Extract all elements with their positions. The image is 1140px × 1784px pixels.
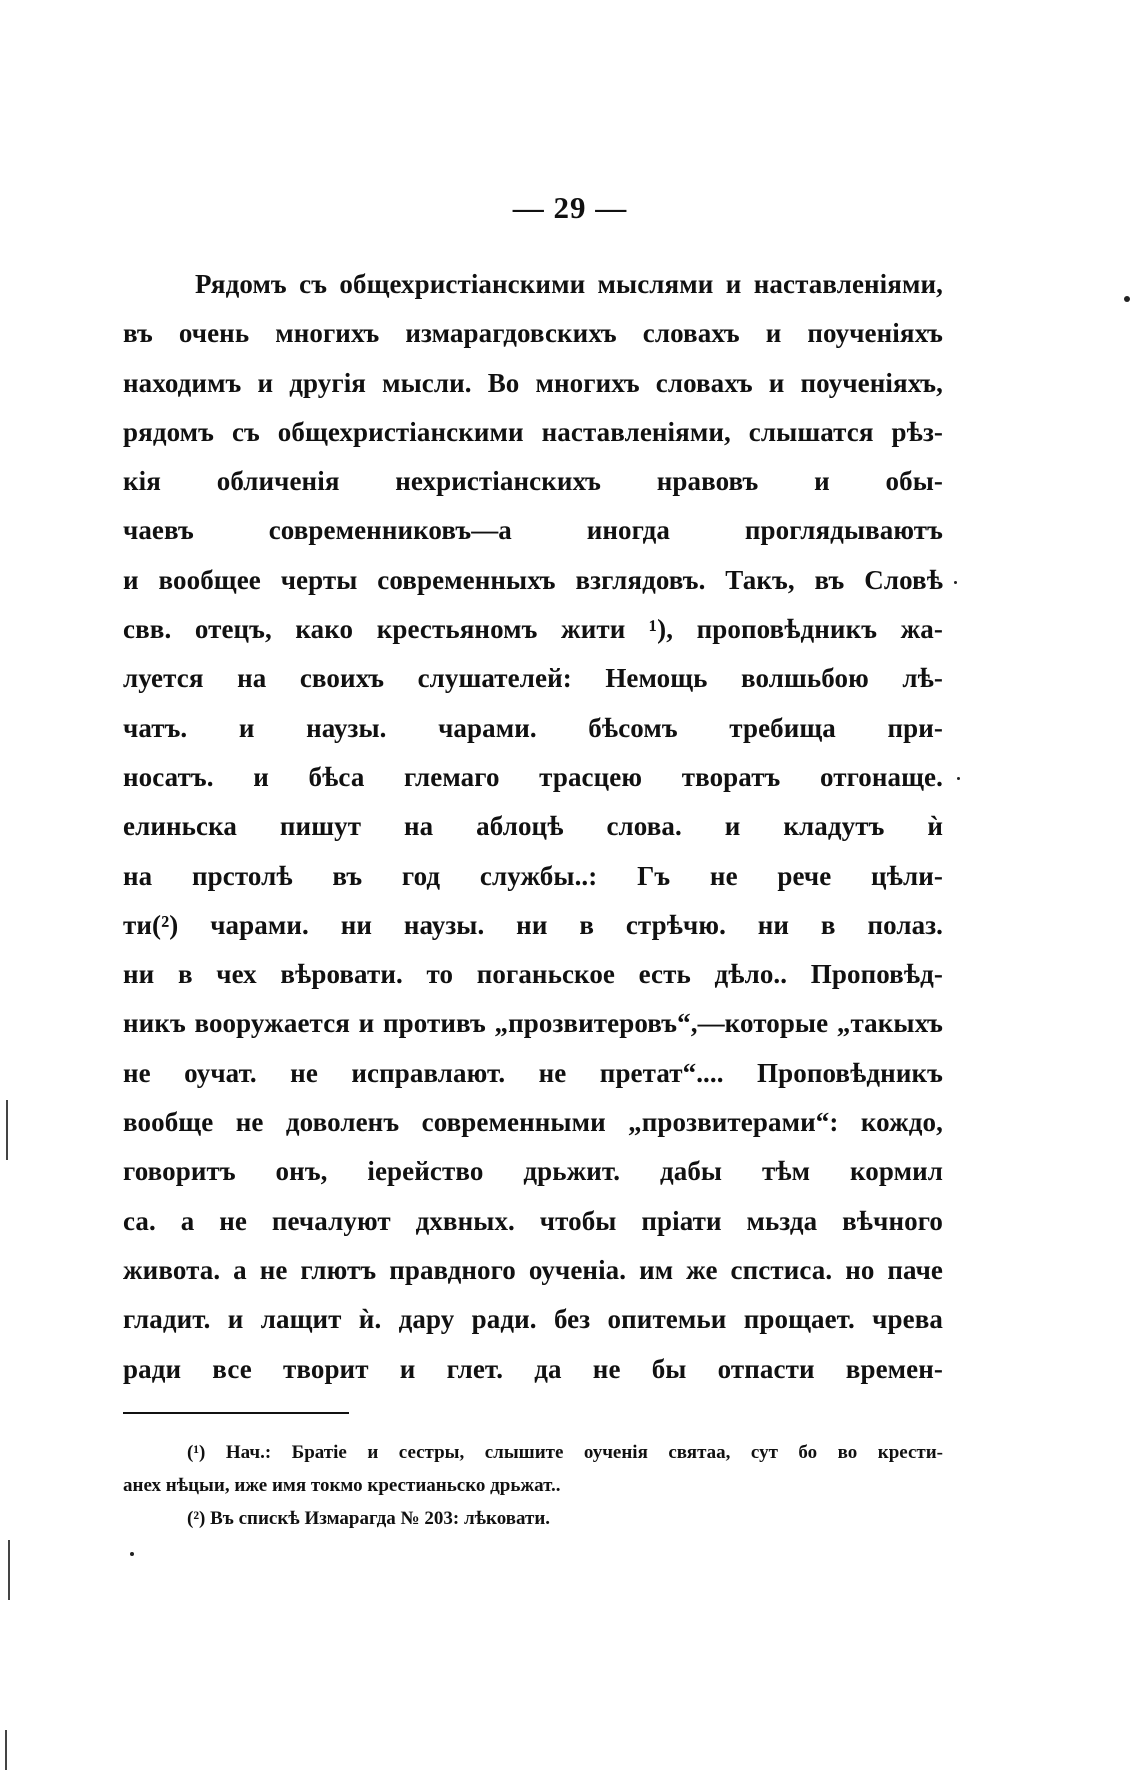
text-line: елиньска пишут на аблоцѣ слова. и кладутъ ѝ xyxy=(123,811,943,842)
scan-edge-mark xyxy=(5,1730,7,1770)
text-line: са. а не печалуют дхвных. чтобы пріати мьзда вѣчного xyxy=(123,1205,943,1236)
text-line: носатъ. и бѣса глемаго трасцею творатъ отгонаще. xyxy=(123,761,943,792)
text-line: на прстолѣ въ год службы..: Гъ не рече цѣли- xyxy=(123,860,943,891)
text-line: и вообщее черты современныхъ взглядовъ. Такъ, въ Словѣ xyxy=(123,564,943,595)
text-line: чатъ. и наузы. чарами. бѣсомъ требища при- xyxy=(123,712,943,743)
footnote-2: (²) Въ спискѣ Измарагда № 203: лѣковати. xyxy=(187,1508,551,1529)
body-text xyxy=(123,260,943,1394)
text-line: луется на своихъ слушателей: Немощь волшьбою лѣ- xyxy=(123,663,943,694)
footnote-1-line-2: анех нѣцыи, иже имя токмо крестианьско дрьжат.. xyxy=(123,1475,561,1496)
scan-edge-mark xyxy=(8,1540,10,1600)
scan-speck xyxy=(957,777,960,780)
text-line: не оучат. не исправлают. не претат“.... Проповѣдникъ xyxy=(123,1057,943,1088)
text-line: ради все творит и глет. да не бы отпасти времен- xyxy=(123,1353,943,1384)
text-line: никъ вооружается и противъ „прозвитеровъ“,—которые „такыхъ xyxy=(123,1008,943,1039)
text-line: ти(²) чарами. ни наузы. ни в стрѣчю. ни в полаз. xyxy=(123,909,943,940)
text-line: свв. отецъ, како крестьяномъ жити ¹), проповѣдникъ жа- xyxy=(123,614,943,645)
text-line: ни в чех вѣровати. то поганьское есть дѣло.. Проповѣд- xyxy=(123,959,943,990)
footnote-rule xyxy=(123,1412,349,1414)
footnote-1-line-1: (¹) Нач.: Братіе и сестры, слышите оученія святаа, сут бо во крести- xyxy=(187,1442,943,1463)
text-line: живота. а не глютъ правдного оученіа. им же спстиса. но паче xyxy=(123,1254,943,1285)
scan-edge-mark xyxy=(6,1100,8,1160)
text-line: гладит. и лащит ѝ. дару ради. без опитемьи прощает. чрева xyxy=(123,1304,943,1335)
text-line: рядомъ съ общехристіанскими наставленіями, слышатся рѣз- xyxy=(123,416,943,447)
text-line: Рядомъ съ общехристіанскими мыслями и наставленіями, xyxy=(195,269,943,299)
text-line: находимъ и другія мысли. Во многихъ словахъ и поученіяхъ, xyxy=(123,367,943,398)
scan-speck xyxy=(954,581,957,584)
scan-speck xyxy=(130,1552,134,1556)
scan-speck xyxy=(1124,296,1130,302)
text-line: вообще не доволенъ современными „прозвитерами“: кождо, xyxy=(123,1107,943,1138)
text-line: чаевъ современниковъ—а иногда проглядываютъ xyxy=(123,515,943,546)
page-number: — 29 — xyxy=(512,190,628,225)
text-line: въ очень многихъ измарагдовскихъ словахъ и поученіяхъ xyxy=(123,318,943,349)
text-line: кія обличенія нехристіанскихъ нравовъ и обы- xyxy=(123,466,943,497)
text-line: говоритъ онъ, іерейство дрьжит. дабы тѣм кормил xyxy=(123,1156,943,1187)
footnotes xyxy=(123,1436,943,1535)
